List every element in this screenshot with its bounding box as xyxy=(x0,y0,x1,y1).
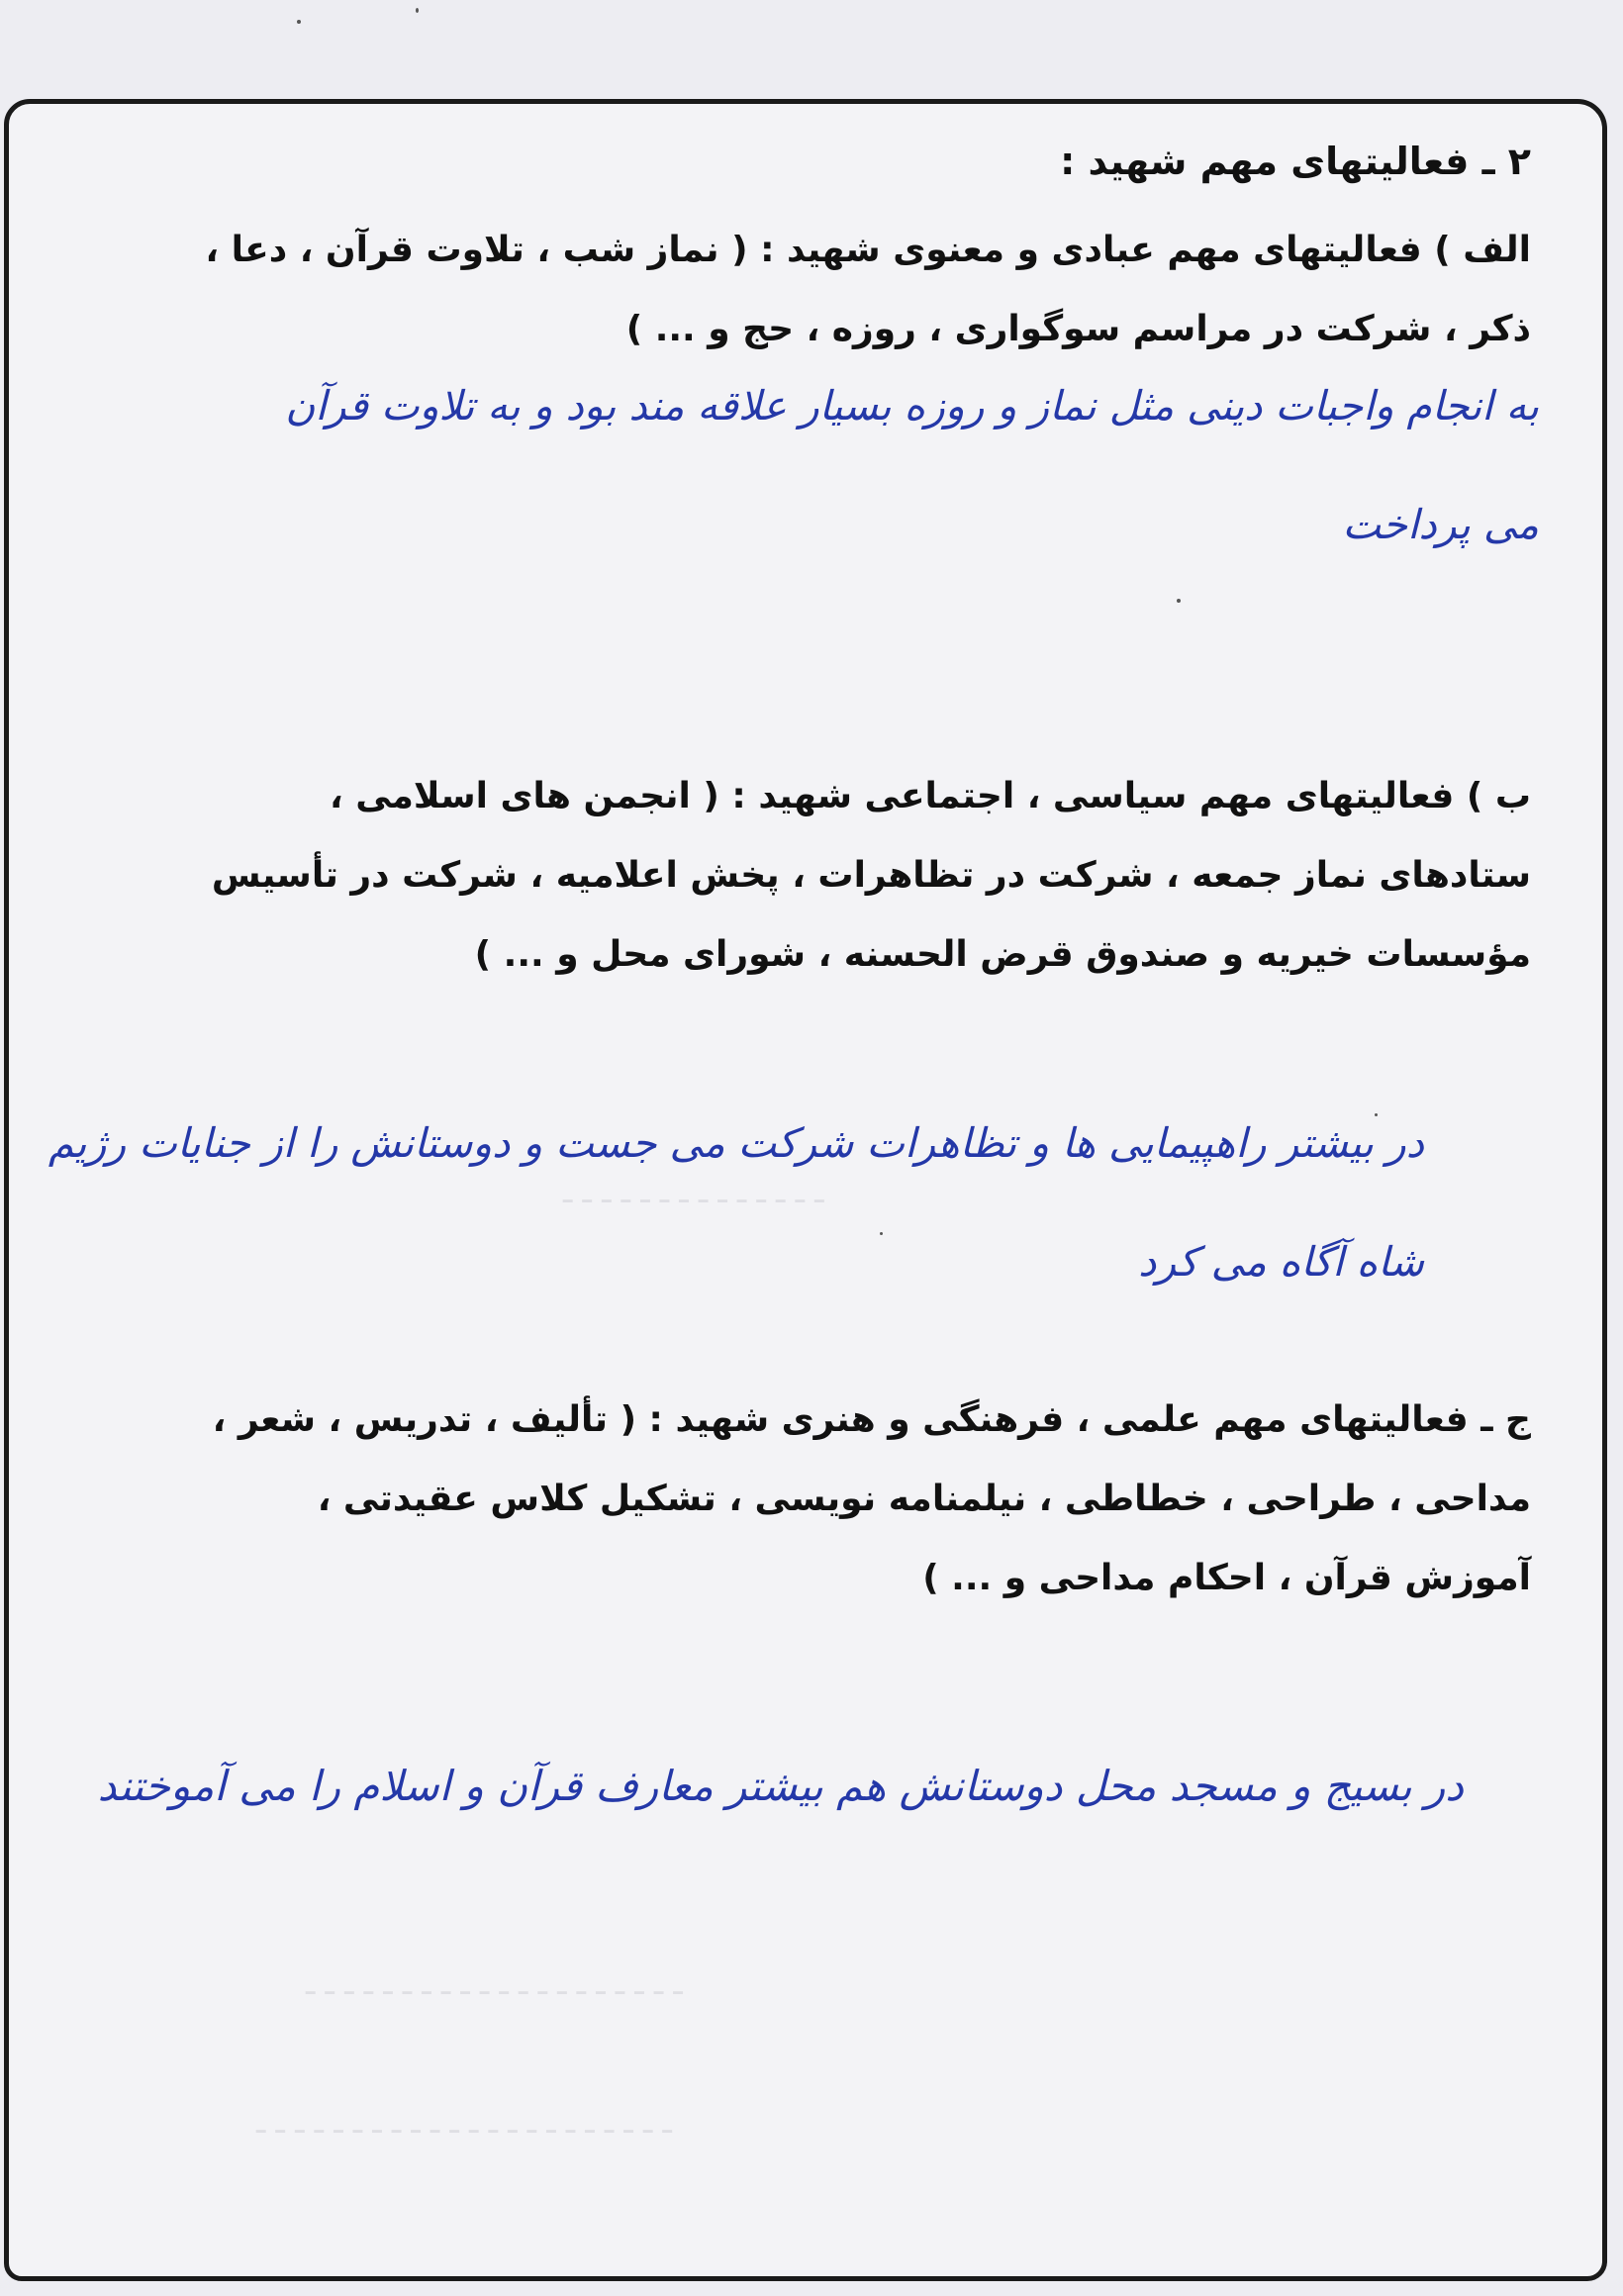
printed-line: مؤسسات خیریه و صندوق قرض الحسنه ، شورای محل و ... ) xyxy=(474,934,1531,975)
section-c-handwritten-answer xyxy=(98,1727,1464,1846)
section-a-printed xyxy=(205,211,1531,369)
show-through-text: ـ ـ ـ ـ ـ ـ ـ ـ ـ ـ ـ ـ ـ ـ ـ ـ ـ ـ ـ ـ xyxy=(306,1964,683,2002)
printed-line: آموزش قرآن ، احکام مداحی و ... ) xyxy=(922,1558,1531,1598)
section-c-printed xyxy=(213,1381,1531,1618)
handwritten-line: در بسیج و مسجد محل دوستانش هم بیشتر معارف قرآن و اسلام را می آموختند xyxy=(97,1762,1464,1810)
handwritten-line: در بیشتر راهپیمایی ها و تظاهرات شرکت می جست و دوستانش را از جنایات رژیم xyxy=(48,1119,1424,1167)
form-sheet xyxy=(4,99,1607,2281)
printed-line: ذکر ، شرکت در مراسم سوگواری ، روزه ، حج و ... ) xyxy=(625,309,1531,349)
printed-line: الف ) فعالیتهای مهم عبادی و معنوی شهید : ( نماز شب ، تلاوت قرآن ، دعا ، xyxy=(205,230,1531,270)
scan-speck xyxy=(1375,1113,1378,1116)
show-through-text: ـ ـ ـ ـ ـ ـ ـ ـ ـ ـ ـ ـ ـ ـ ـ ـ ـ ـ ـ ـ ـ ـ xyxy=(256,2103,672,2141)
scan-speck xyxy=(297,20,301,24)
printed-line: ج ـ فعالیتهای مهم علمی ، فرهنگی و هنری شهید : ( تألیف ، تدریس ، شعر ، xyxy=(212,1399,1531,1440)
section-b-printed xyxy=(212,757,1531,995)
show-through-text: ـ ـ ـ ـ ـ ـ ـ ـ ـ ـ ـ ـ ـ ـ xyxy=(563,1173,824,1210)
scan-speck xyxy=(416,8,419,13)
printed-line: ب ) فعالیتهای مهم سیاسی ، اجتماعی شهید : ( انجمن های اسلامی ، xyxy=(330,776,1531,816)
handwritten-line: به انجام واجبات دینی مثل نماز و روزه بسیار علاقه مند بود و به تلاوت قرآن xyxy=(285,382,1539,430)
section-heading: ۲ ـ فعالیتهای مهم شهید : xyxy=(1060,140,1531,183)
printed-line: ستادهای نماز جمعه ، شرکت در تظاهرات ، پخش اعلامیه ، شرکت در تأسیس xyxy=(211,855,1531,896)
scan-speck xyxy=(880,1232,883,1235)
handwritten-line: شاه آگاه می کرد xyxy=(1138,1238,1424,1286)
handwritten-line: می پرداخت xyxy=(1342,501,1539,548)
section-b-handwritten-answer xyxy=(48,1084,1424,1321)
section-a-handwritten-answer xyxy=(285,346,1539,584)
printed-line: مداحی ، طراحی ، خطاطی ، نیلمنامه نویسی ، تشکیل کلاس عقیدتی ، xyxy=(317,1479,1531,1519)
scan-speck xyxy=(1177,599,1181,603)
